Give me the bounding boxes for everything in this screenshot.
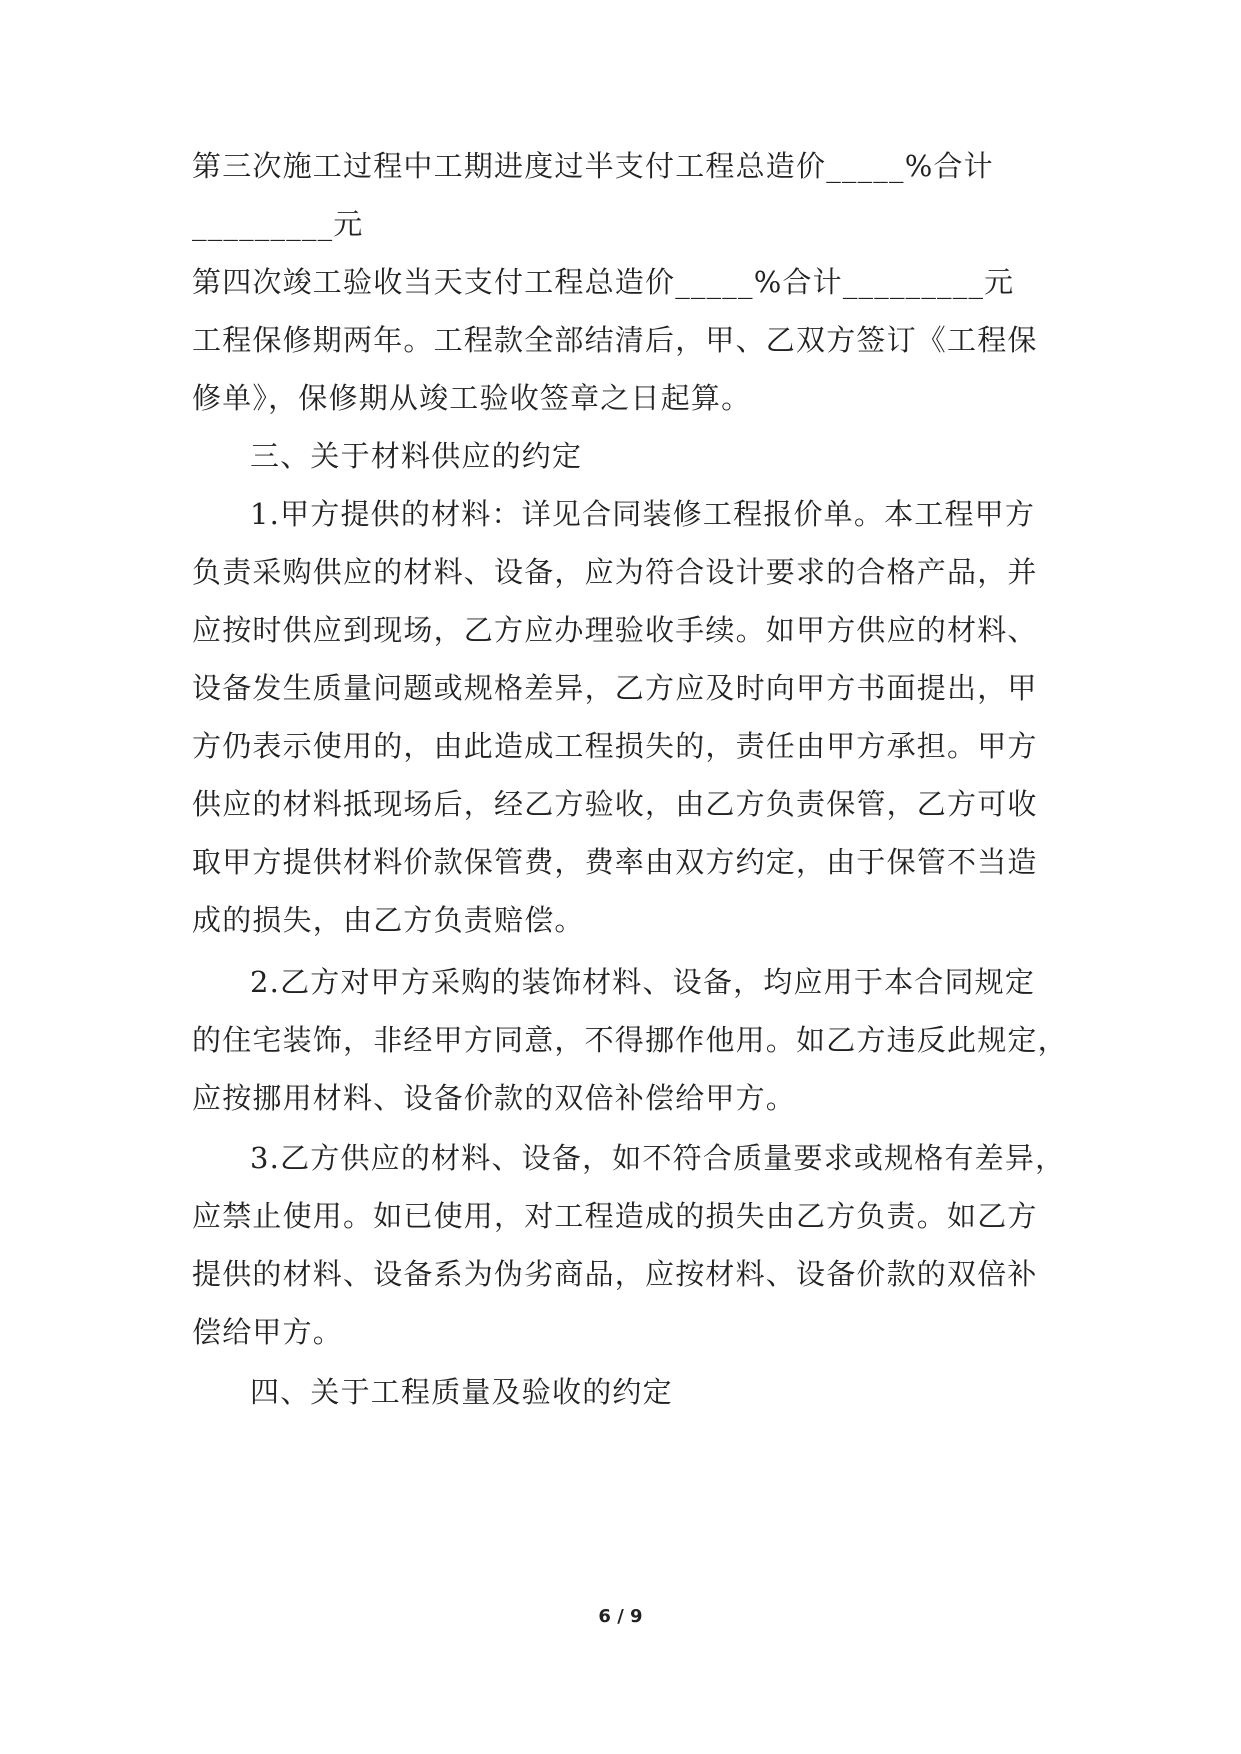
clause-3-line-2: 应禁止使用。如已使用，对工程造成的损失由乙方负责。如乙方 [192, 1199, 1038, 1233]
section-heading-quality: 四、关于工程质量及验收的约定 [250, 1375, 673, 1409]
clause-3-line-1: 3.乙方供应的材料、设备，如不符合质量要求或规格有差异， [250, 1141, 1066, 1175]
payment-third-line: 第三次施工过程中工期进度过半支付工程总造价_____%合计 [192, 149, 994, 183]
clause-1-line-7: 取甲方提供材料价款保管费，费率由双方约定，由于保管不当造 [192, 845, 1038, 879]
clause-2-line-2: 的住宅装饰，非经甲方同意，不得挪作他用。如乙方违反此规定， [192, 1023, 1068, 1057]
clause-2-line-3: 应按挪用材料、设备价款的双倍补偿给甲方。 [192, 1081, 797, 1115]
payment-third-amount-line: _________元 [192, 207, 364, 241]
clause-1-line-4: 设备发生质量问题或规格差异，乙方应及时向甲方书面提出，甲 [192, 671, 1038, 705]
clause-1-line-3: 应按时供应到现场，乙方应办理验收手续。如甲方供应的材料、 [192, 613, 1038, 647]
clause-1-line-6: 供应的材料抵现场后，经乙方验收，由乙方负责保管，乙方可收 [192, 787, 1038, 821]
clause-3-line-4: 偿给甲方。 [192, 1315, 344, 1349]
page-number: 6 / 9 [598, 1606, 643, 1627]
clause-1-line-1: 1.甲方提供的材料：详见合同装修工程报价单。本工程甲方 [250, 497, 1036, 531]
clause-1-line-8: 成的损失，由乙方负责赔偿。 [192, 903, 585, 937]
warranty-line-2: 修单》，保修期从竣工验收签章之日起算。 [192, 381, 752, 415]
section-heading-materials: 三、关于材料供应的约定 [250, 439, 583, 473]
payment-fourth-line: 第四次竣工验收当天支付工程总造价_____%合计_________元 [192, 265, 1015, 299]
clause-1-line-2: 负责采购供应的材料、设备，应为符合设计要求的合格产品，并 [192, 555, 1038, 589]
clause-2-line-1: 2.乙方对甲方采购的装饰材料、设备，均应用于本合同规定 [250, 965, 1036, 999]
warranty-line-1: 工程保修期两年。工程款全部结清后，甲、乙双方签订《工程保 [192, 323, 1038, 357]
clause-1-line-5: 方仍表示使用的，由此造成工程损失的，责任由甲方承担。甲方 [192, 729, 1038, 763]
clause-3-line-3: 提供的材料、设备系为伪劣商品，应按材料、设备价款的双倍补 [192, 1257, 1038, 1291]
